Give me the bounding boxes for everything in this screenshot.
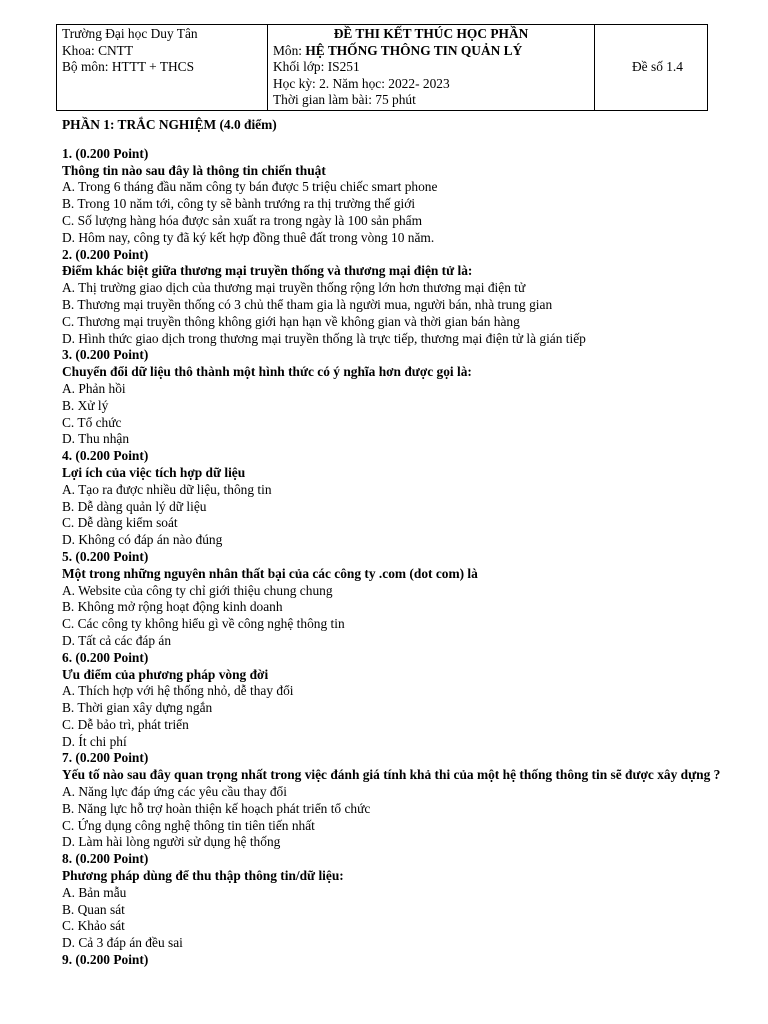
answer-option: B. Dễ dàng quản lý dữ liệu bbox=[62, 498, 207, 514]
question-number: 5. (0.200 Point) bbox=[62, 548, 149, 564]
answer-option: A. Website của công ty chỉ giới thiệu chung chung bbox=[62, 582, 333, 598]
question-number: 6. (0.200 Point) bbox=[62, 649, 149, 665]
answer-option: B. Quan sát bbox=[62, 901, 125, 917]
question-text: Chuyển đổi dữ liệu thô thành một hình thức có ý nghĩa hơn được gọi là: bbox=[62, 364, 472, 380]
question-text: Yếu tố nào sau đây quan trọng nhất trong việc đánh giá tính khả thi của một hệ thống thông tin sẽ được xây dựng ? bbox=[62, 767, 721, 783]
question-text: Thông tin nào sau đây là thông tin chiến thuật bbox=[62, 162, 326, 178]
question-text: Ưu điểm của phương pháp vòng đời bbox=[62, 666, 269, 682]
class-code: Khối lớp: IS251 bbox=[273, 59, 360, 75]
exam-code-cell bbox=[595, 25, 708, 111]
department: Bộ môn: HTTT + THCS bbox=[62, 59, 195, 75]
answer-option: C. Số lượng hàng hóa được sản xuất ra trong ngày là 100 sản phẩm bbox=[62, 212, 423, 228]
faculty: Khoa: CNTT bbox=[62, 42, 134, 58]
answer-option: C. Thương mại truyền thông không giới hạn hạn về không gian và thời gian bán hàng bbox=[62, 313, 520, 329]
question-number: 1. (0.200 Point) bbox=[62, 145, 149, 161]
answer-option: D. Thu nhận bbox=[62, 431, 130, 447]
question-text: Điểm khác biệt giữa thương mại truyền thống và thương mại điện tử là: bbox=[62, 263, 473, 279]
question-number: 9. (0.200 Point) bbox=[62, 952, 149, 968]
answer-option: D. Cả 3 đáp án đều sai bbox=[62, 935, 183, 951]
exam-header-table bbox=[56, 24, 708, 111]
question-number: 7. (0.200 Point) bbox=[62, 750, 149, 766]
answer-option: A. Thị trường giao dịch của thương mại truyền thống rộng lớn hơn thương mại điện tử bbox=[62, 280, 526, 296]
answer-option: A. Phản hồi bbox=[62, 380, 126, 396]
school-info-cell bbox=[57, 25, 268, 111]
duration-info: Thời gian làm bài: 75 phút bbox=[273, 92, 416, 108]
answer-option: A. Thích hợp với hệ thống nhỏ, dễ thay đổi bbox=[62, 683, 294, 699]
question-number: 4. (0.200 Point) bbox=[62, 448, 149, 464]
exam-code: Đề số 1.4 bbox=[632, 59, 683, 75]
exam-content bbox=[62, 117, 722, 969]
answer-option: D. Làm hài lòng người sử dụng hệ thống bbox=[62, 834, 281, 850]
answer-option: A. Trong 6 tháng đầu năm công ty bán được 5 triệu chiếc smart phone bbox=[62, 179, 438, 195]
answer-option: C. Dễ dàng kiểm soát bbox=[62, 515, 178, 531]
question-number: 8. (0.200 Point) bbox=[62, 851, 149, 867]
answer-option: B. Thời gian xây dựng ngắn bbox=[62, 700, 213, 716]
answer-option: D. Tất cả các đáp án bbox=[62, 632, 172, 648]
question-number: 2. (0.200 Point) bbox=[62, 246, 149, 262]
exam-title: ĐỀ THI KẾT THÚC HỌC PHẦN bbox=[333, 26, 529, 41]
answer-option: A. Bản mẫu bbox=[62, 884, 127, 900]
answer-option: C. Dễ bảo trì, phát triển bbox=[62, 716, 189, 732]
answer-option: B. Trong 10 năm tới, công ty sẽ bành trướng ra thị trường thế giới bbox=[62, 196, 416, 212]
answer-option: C. Các công ty không hiểu gì về công nghệ thông tin bbox=[62, 616, 345, 632]
term-info: Học kỳ: 2. Năm học: 2022- 2023 bbox=[273, 75, 450, 91]
answer-option: B. Thương mại truyền thống có 3 chủ thể tham gia là người mua, người bán, nhà trung gian bbox=[62, 296, 553, 312]
answer-option: A. Năng lực đáp ứng các yêu cầu thay đổi bbox=[62, 784, 287, 800]
answer-option: B. Xử lý bbox=[62, 397, 109, 413]
subject-name: HỆ THỐNG THÔNG TIN QUẢN LÝ bbox=[305, 42, 523, 58]
answer-option: D. Hôm nay, công ty đã ký kết hợp đồng thuê đất trong vòng 10 năm. bbox=[62, 229, 435, 245]
answer-option: C. Tổ chức bbox=[62, 414, 122, 430]
question-text: Phương pháp dùng để thu thập thông tin/dữ liệu: bbox=[62, 868, 344, 884]
answer-option: C. Khảo sát bbox=[62, 918, 125, 934]
subject-line bbox=[273, 43, 589, 60]
question-text: Một trong những nguyên nhân thất bại của các công ty .com (dot com) là bbox=[62, 565, 478, 581]
exam-info-cell bbox=[268, 25, 595, 111]
answer-option: B. Không mở rộng hoạt động kinh doanh bbox=[62, 599, 283, 615]
school-name: Trường Đại học Duy Tân bbox=[62, 26, 198, 41]
answer-option: B. Năng lực hỗ trợ hoàn thiện kế hoạch phát triển tổ chức bbox=[62, 800, 371, 816]
answer-option: C. Ứng dụng công nghệ thông tin tiên tiến nhất bbox=[62, 817, 315, 833]
answer-option: A. Tạo ra được nhiều dữ liệu, thông tin bbox=[62, 481, 272, 497]
subject-prefix: Môn: bbox=[273, 42, 306, 58]
answer-option: D. Không có đáp án nào đúng bbox=[62, 532, 223, 548]
question-text: Lợi ích của việc tích hợp dữ liệu bbox=[62, 464, 246, 480]
answer-option: D. Hình thức giao dịch trong thương mại truyền thống là trực tiếp, thương mại điện tử là gián tiếp bbox=[62, 330, 586, 346]
section-heading: PHẦN 1: TRẮC NGHIỆM (4.0 điểm) bbox=[62, 117, 277, 132]
question-number: 3. (0.200 Point) bbox=[62, 347, 149, 363]
answer-option: D. Ít chi phí bbox=[62, 733, 127, 749]
